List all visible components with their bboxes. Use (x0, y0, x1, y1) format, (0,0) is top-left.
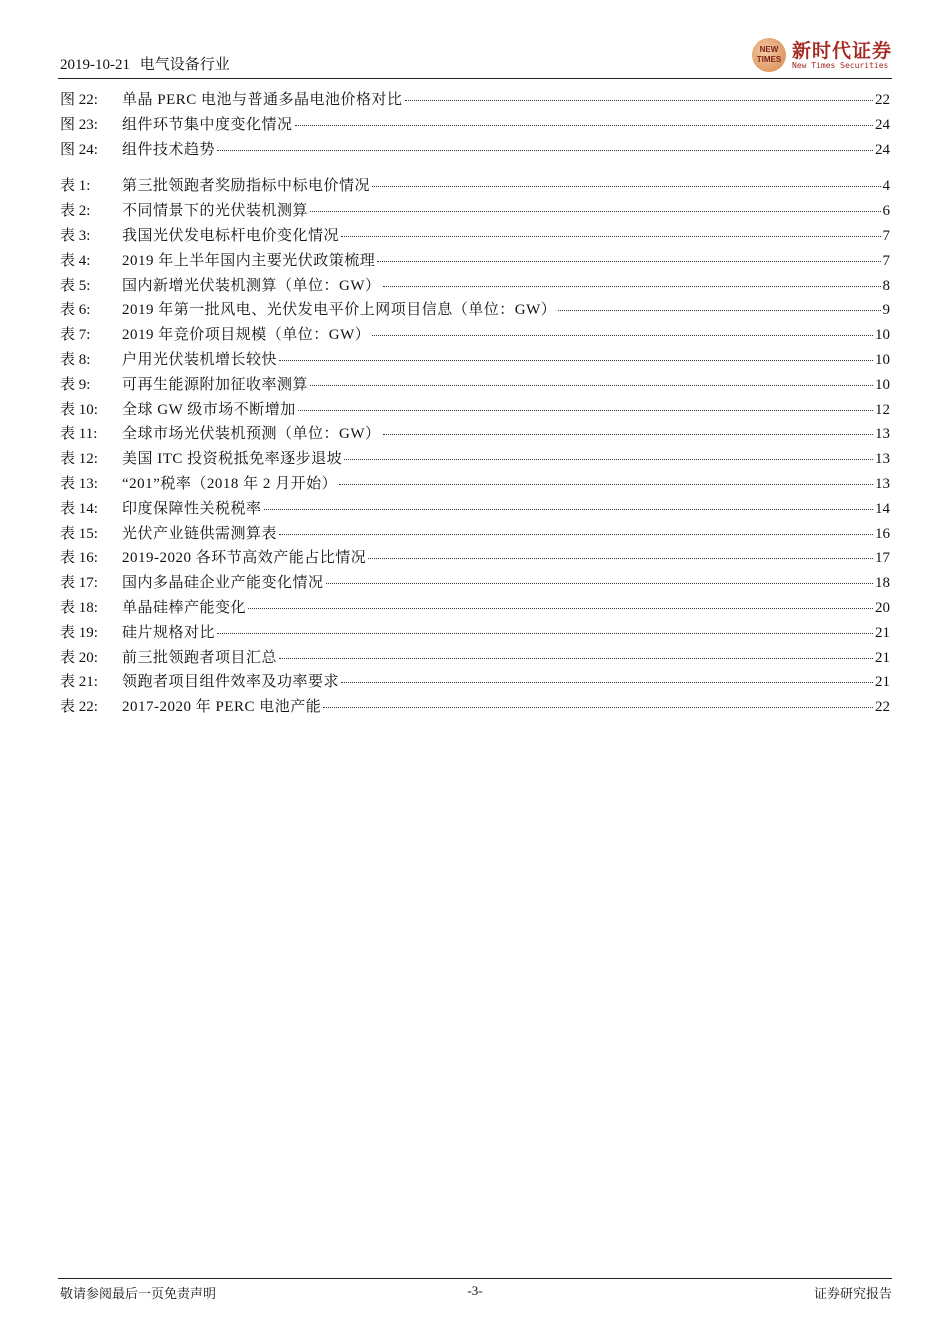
toc-entry-label: 图 23: (60, 116, 98, 133)
table-entry[interactable] (60, 398, 890, 423)
table-entry[interactable] (60, 571, 890, 596)
toc-entry-title: 第三批领跑者奖励指标中标电价情况 (122, 178, 371, 195)
toc-dot-leader (298, 410, 873, 411)
toc-entry-label: 表 2: (60, 203, 91, 220)
toc-entry-title: 我国光伏发电标杆电价变化情况 (122, 227, 340, 244)
toc-page-number: 21 (875, 624, 890, 641)
table-entry[interactable] (60, 522, 890, 547)
toc-dot-leader (326, 583, 873, 584)
toc-entry-title: 2019 年上半年国内主要光伏政策梳理 (122, 252, 376, 269)
toc-entry-label: 图 24: (60, 141, 98, 158)
table-entry[interactable] (60, 323, 890, 348)
toc-entry-title: 国内多晶硅企业产能变化情况 (122, 575, 324, 592)
toc-entry-title: 可再生能源附加征收率测算 (122, 376, 309, 393)
toc-entry-label: 表 4: (60, 252, 91, 269)
toc-entry-title: 硅片规格对比 (122, 624, 216, 641)
disclaimer-note: 敬请参阅最后一页免责声明 (60, 1286, 217, 1301)
toc-page-number: 21 (875, 649, 890, 666)
toc-page-number: 7 (882, 227, 890, 244)
toc-entry-title: 国内新增光伏装机测算（单位：GW） (122, 277, 381, 294)
table-entry[interactable] (60, 546, 890, 571)
table-entry[interactable] (60, 670, 890, 695)
table-entry[interactable] (60, 621, 890, 646)
table-entry[interactable] (60, 224, 890, 249)
toc-entry-title: 单晶 PERC 电池与普通多晶电池价格对比 (122, 92, 403, 108)
toc-dot-leader (264, 509, 873, 510)
page-header (58, 30, 892, 79)
toc-entry-label: 表 3: (60, 227, 91, 244)
toc-page-number: 6 (882, 203, 890, 220)
toc-page-number: 21 (875, 674, 890, 691)
toc-dot-leader (248, 608, 873, 609)
toc-dot-leader (310, 211, 880, 212)
toc-dot-leader (405, 100, 873, 101)
figure-entry[interactable] (60, 88, 890, 113)
logo-chinese-name: 新时代证券 (792, 40, 893, 62)
toc-page-number: 20 (875, 599, 890, 616)
toc-entry-label: 表 11: (60, 426, 98, 443)
toc-entry-label: 表 7: (60, 327, 91, 344)
toc-entry-title: 前三批领跑者项目汇总 (122, 649, 278, 666)
table-list (60, 174, 890, 720)
toc-page-number: 10 (875, 327, 890, 344)
toc-page-number: 22 (875, 92, 890, 108)
toc-entry-label: 表 14: (60, 500, 98, 517)
toc-page-number: 16 (875, 525, 890, 542)
toc-dot-leader (295, 125, 873, 126)
toc-entry-label: 表 1: (60, 178, 91, 195)
toc-entry-title: 2019 年第一批风电、光伏发电平价上网项目信息（单位：GW） (122, 302, 557, 319)
toc-entry-label: 表 12: (60, 451, 98, 468)
toc-dot-leader (344, 459, 873, 460)
table-entry[interactable] (60, 298, 890, 323)
page-number: -3- (467, 1283, 483, 1298)
table-entry[interactable] (60, 447, 890, 472)
toc-entry-title: 组件环节集中度变化情况 (122, 116, 293, 133)
toc-dot-leader (279, 360, 873, 361)
logo-english-name: New Times Securities (792, 61, 889, 70)
figure-entry[interactable] (60, 113, 890, 138)
toc-entry-label: 表 5: (60, 277, 91, 294)
toc-entry-label: 表 10: (60, 401, 98, 418)
toc-dot-leader (279, 534, 873, 535)
company-logo (752, 36, 892, 74)
toc-entry-title: 单晶硅棒产能变化 (122, 599, 247, 616)
toc-dot-leader (310, 385, 873, 386)
table-entry[interactable] (60, 422, 890, 447)
toc-entry-label: 表 19: (60, 624, 98, 641)
toc-entry-title: 美国 ITC 投资税抵免率逐步退坡 (122, 451, 343, 468)
toc-dot-leader (558, 310, 880, 311)
toc-entry-title: 2017-2020 年 PERC 电池产能 (122, 699, 322, 716)
toc-dot-leader (341, 236, 880, 237)
toc-entry-label: 表 22: (60, 699, 98, 716)
toc-entry-title: 印度保障性关税税率 (122, 500, 262, 517)
table-entry[interactable] (60, 646, 890, 671)
table-of-contents (60, 88, 890, 720)
toc-dot-leader (368, 558, 873, 559)
toc-dot-leader (217, 150, 873, 151)
toc-dot-leader (372, 335, 873, 336)
toc-dot-leader (323, 707, 873, 708)
report-date: 2019-10-21 (60, 57, 130, 73)
toc-entry-title: “201”税率（2018 年 2 月开始） (122, 475, 338, 492)
toc-entry-label: 表 15: (60, 525, 98, 542)
toc-entry-title: 2019 年竞价项目规模（单位：GW） (122, 327, 371, 344)
toc-page-number: 10 (875, 376, 890, 393)
toc-entry-title: 组件技术趋势 (122, 141, 216, 158)
toc-page-number: 10 (875, 351, 890, 368)
industry-name: 电气设备行业 (139, 57, 230, 73)
toc-page-number: 8 (882, 277, 890, 294)
toc-entry-title: 领跑者项目组件效率及功率要求 (122, 674, 340, 691)
toc-dot-leader (372, 186, 880, 187)
toc-entry-title: 光伏产业链供需测算表 (122, 525, 278, 542)
toc-page-number: 24 (875, 141, 890, 158)
toc-entry-title: 全球市场光伏装机预测（单位：GW） (122, 426, 381, 443)
toc-dot-leader (383, 286, 881, 287)
figure-entry[interactable] (60, 138, 890, 163)
table-entry[interactable] (60, 695, 890, 720)
table-entry[interactable] (60, 348, 890, 373)
toc-entry-label: 表 21: (60, 674, 98, 691)
toc-page-number: 22 (875, 699, 890, 716)
table-entry[interactable] (60, 497, 890, 522)
table-entry[interactable] (60, 174, 890, 199)
toc-page-number: 17 (875, 550, 890, 567)
toc-entry-label: 表 17: (60, 575, 98, 592)
table-entry[interactable] (60, 249, 890, 274)
section-gap (60, 162, 890, 174)
toc-page-number: 13 (875, 426, 890, 443)
toc-entry-title: 户用光伏装机增长较快 (122, 351, 278, 368)
toc-entry-title: 不同情景下的光伏装机测算 (122, 203, 309, 220)
toc-dot-leader (377, 261, 880, 262)
toc-entry-label: 表 20: (60, 649, 98, 666)
table-entry[interactable] (60, 199, 890, 224)
toc-entry-label: 图 22: (60, 92, 98, 108)
page-footer (58, 1278, 892, 1303)
toc-entry-label: 表 8: (60, 351, 91, 368)
logo-badge-icon: NEW TIMES (752, 38, 786, 72)
report-type: 证券研究报告 (813, 1286, 892, 1301)
table-entry[interactable] (60, 472, 890, 497)
toc-dot-leader (383, 434, 874, 435)
figure-list (60, 88, 890, 162)
toc-page-number: 14 (875, 500, 890, 517)
table-entry[interactable] (60, 596, 890, 621)
toc-page-number: 18 (875, 575, 890, 592)
toc-page-number: 13 (875, 475, 890, 492)
toc-page-number: 4 (882, 178, 890, 195)
toc-entry-label: 表 16: (60, 550, 98, 567)
toc-dot-leader (279, 658, 873, 659)
toc-dot-leader (339, 484, 873, 485)
toc-entry-title: 全球 GW 级市场不断增加 (122, 401, 296, 418)
toc-entry-title: 2019-2020 各环节高效产能占比情况 (122, 550, 367, 567)
table-entry[interactable] (60, 274, 890, 299)
toc-entry-label: 表 6: (60, 302, 91, 319)
table-entry[interactable] (60, 373, 890, 398)
toc-page-number: 24 (875, 116, 890, 133)
toc-page-number: 13 (875, 451, 890, 468)
toc-dot-leader (217, 633, 873, 634)
toc-entry-label: 表 9: (60, 376, 91, 393)
toc-page-number: 12 (875, 401, 890, 418)
toc-dot-leader (341, 682, 873, 683)
toc-page-number: 9 (882, 302, 890, 319)
toc-entry-label: 表 18: (60, 599, 98, 616)
toc-page-number: 7 (882, 252, 890, 269)
header-info (60, 53, 236, 74)
toc-entry-label: 表 13: (60, 475, 98, 492)
